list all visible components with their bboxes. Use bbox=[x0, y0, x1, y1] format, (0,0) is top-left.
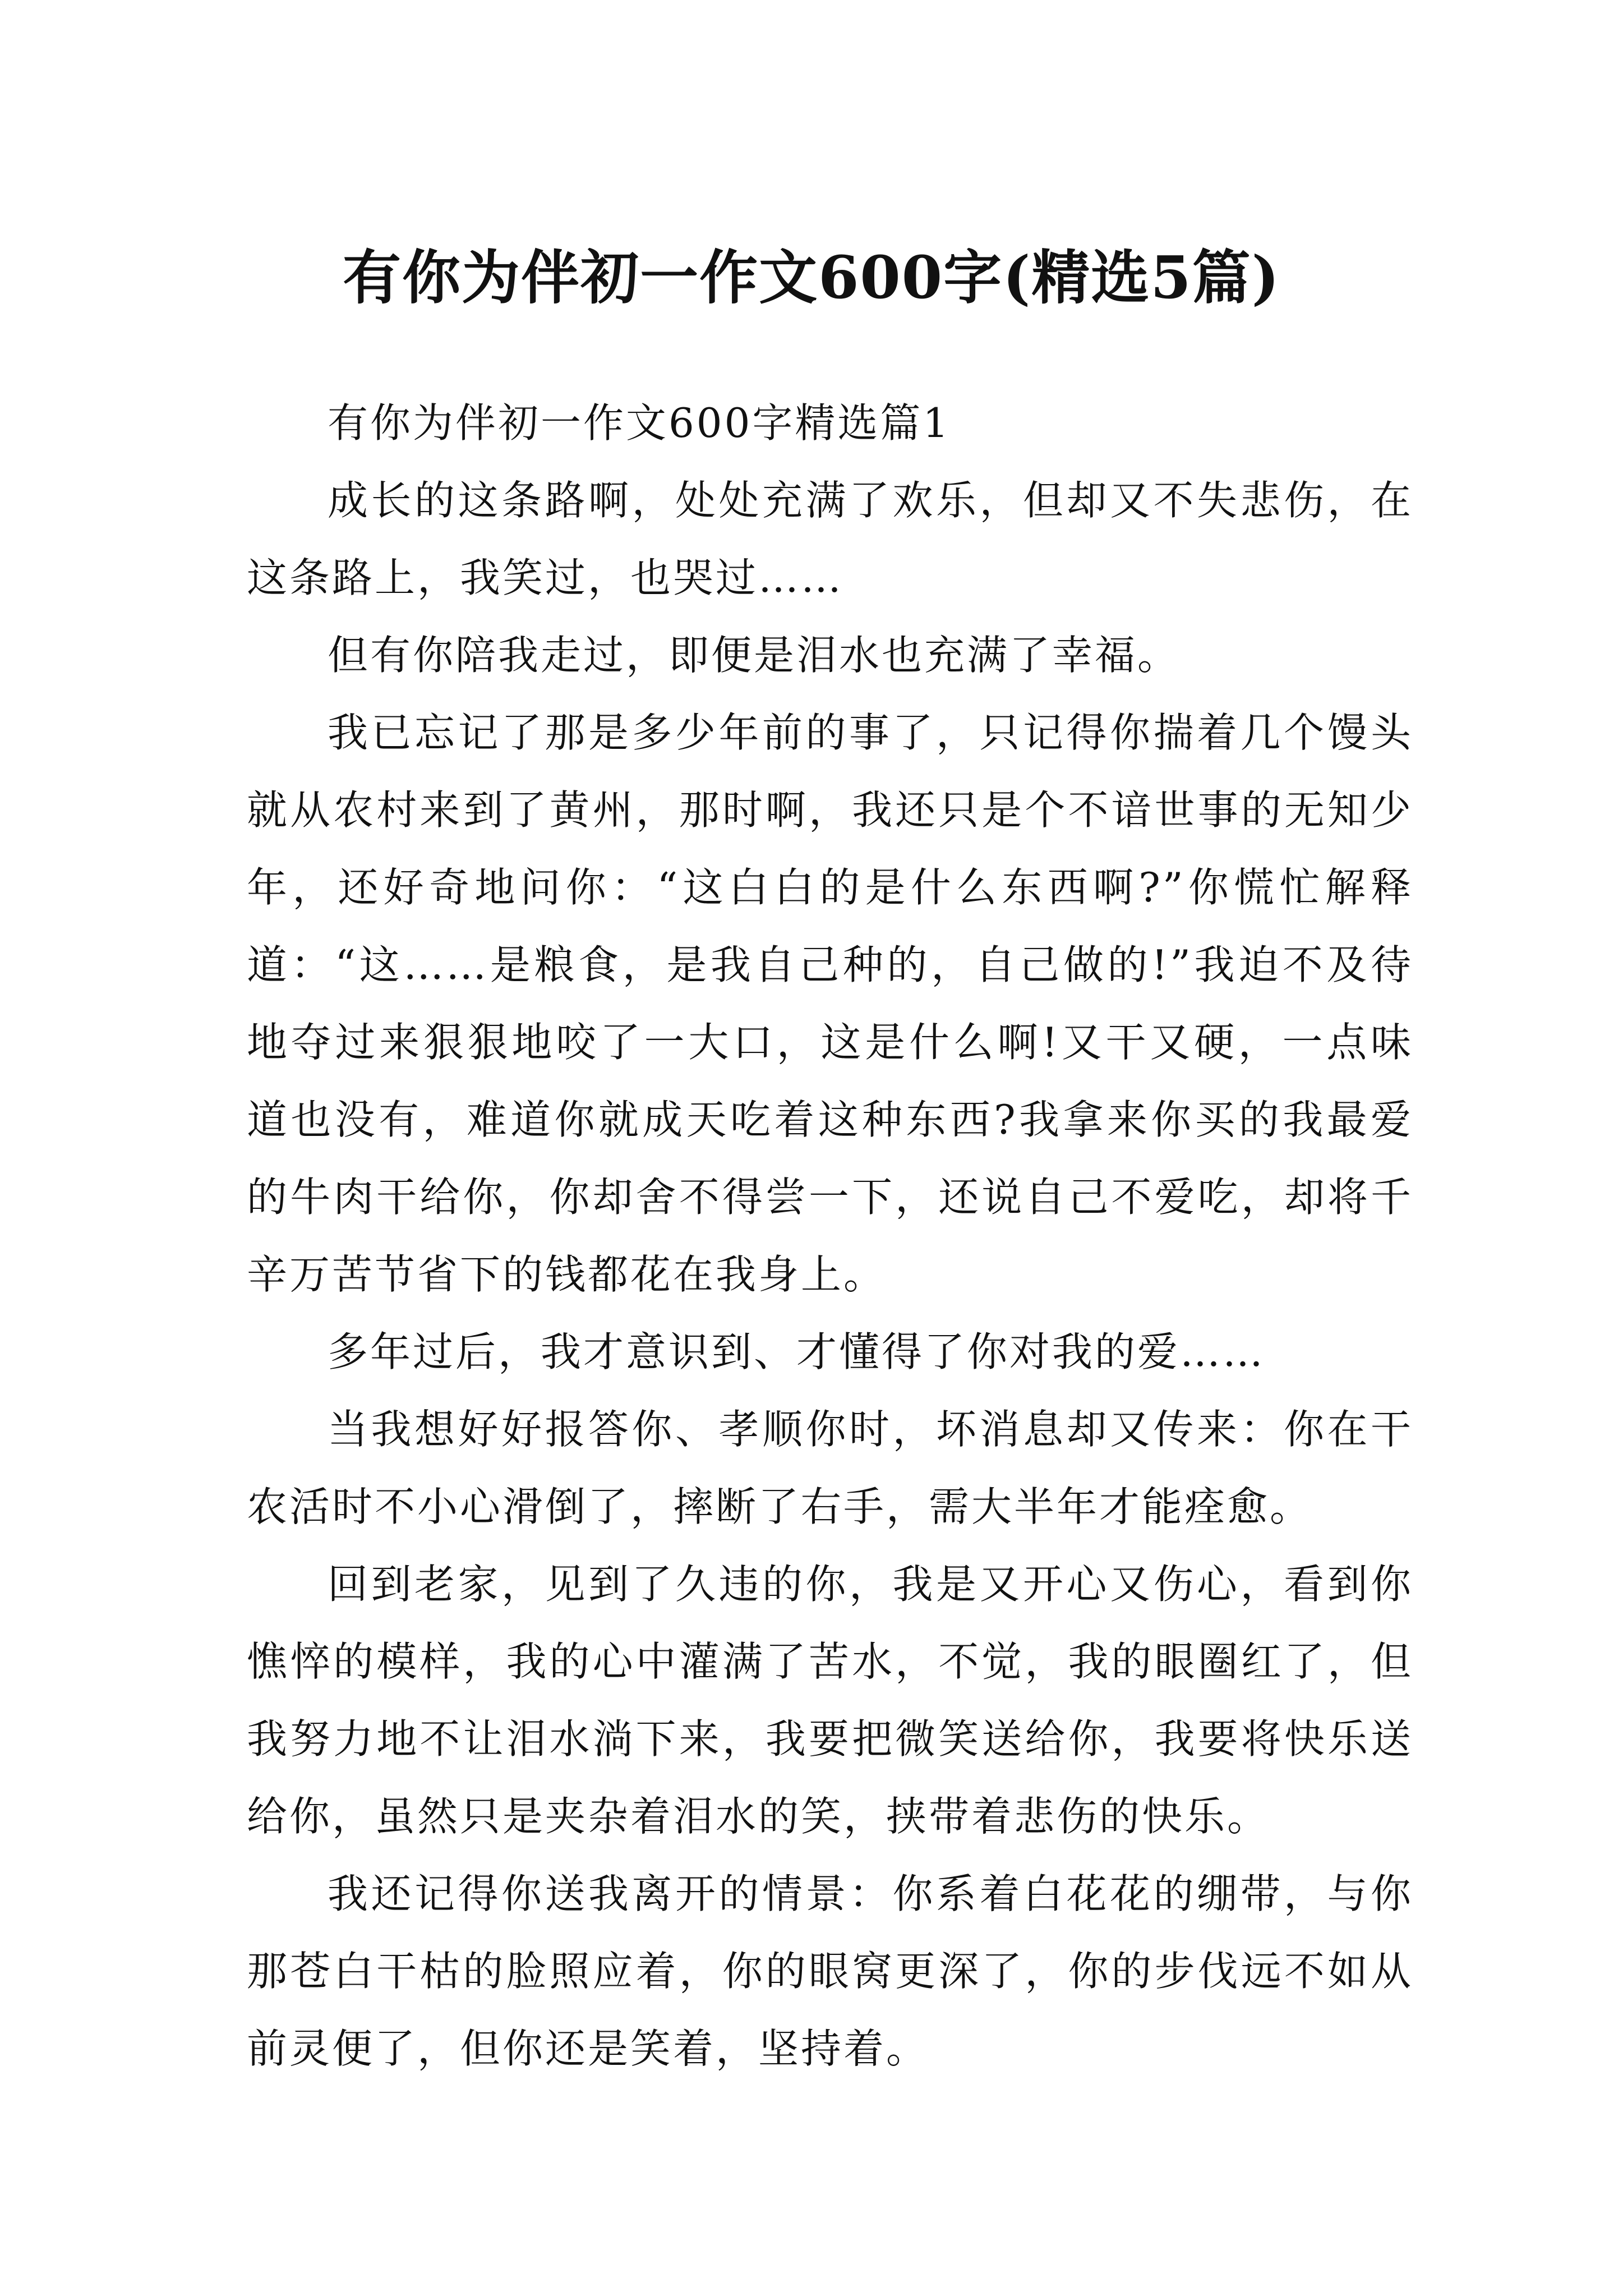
paragraph: 成长的这条路啊，处处充满了欢乐，但却又不失悲伤，在这条路上，我笑过，也哭过…… bbox=[247, 477, 1413, 601]
paragraph: 多年过后，我才意识到、才懂得了你对我的爱…… bbox=[328, 1328, 1266, 1375]
paragraph: 我已忘记了那是多少年前的事了，只记得你揣着几个馒头就从农村来到了黄州，那时啊，我还只是个不谙世事的无知少年，还好奇地问你：“这白白的是什么东西啊?”你慌忙解释道：“这……是粮食，是我自己种的，自己做的!”我迫不及待地夺过来狠狠地咬了一大口，这是什么啊!又干又硬，一点味道也没有，难道你就成天吃着这种东西?我拿来你买的我最爱的牛肉干给你，你却舍不得尝一下，还说自己不爱吃，却将千辛万苦节省下的钱都花在我身上。 bbox=[247, 709, 1413, 1298]
paragraph: 但有你陪我走过，即便是泪水也充满了幸福。 bbox=[328, 632, 1181, 679]
paragraph: 我还记得你送我离开的情景：你系着白花花的绷带，与你那苍白干枯的脸照应着，你的眼窝更深了，你的步伐远不如从前灵便了，但你还是笑着，坚持着。 bbox=[247, 1870, 1413, 2072]
section-heading: 有你为伴初一作文600字精选篇1 bbox=[328, 399, 951, 447]
paragraph: 回到老家，见到了久违的你，我是又开心又伤心，看到你憔悴的模样，我的心中灌满了苦水，不觉，我的眼圈红了，但我努力地不让泪水淌下来，我要把微笑送给你，我要将快乐送给你，虽然只是夹杂着泪水的笑，挟带着悲伤的快乐。 bbox=[247, 1561, 1413, 1840]
document-body bbox=[247, 384, 1413, 2087]
document-title: 有你为伴初一作文600字(精选5篇) bbox=[343, 242, 1280, 312]
paragraph: 当我想好好报答你、孝顺你时，坏消息却又传来：你在干农活时不小心滑倒了，摔断了右手，需大半年才能痊愈。 bbox=[247, 1406, 1413, 1530]
